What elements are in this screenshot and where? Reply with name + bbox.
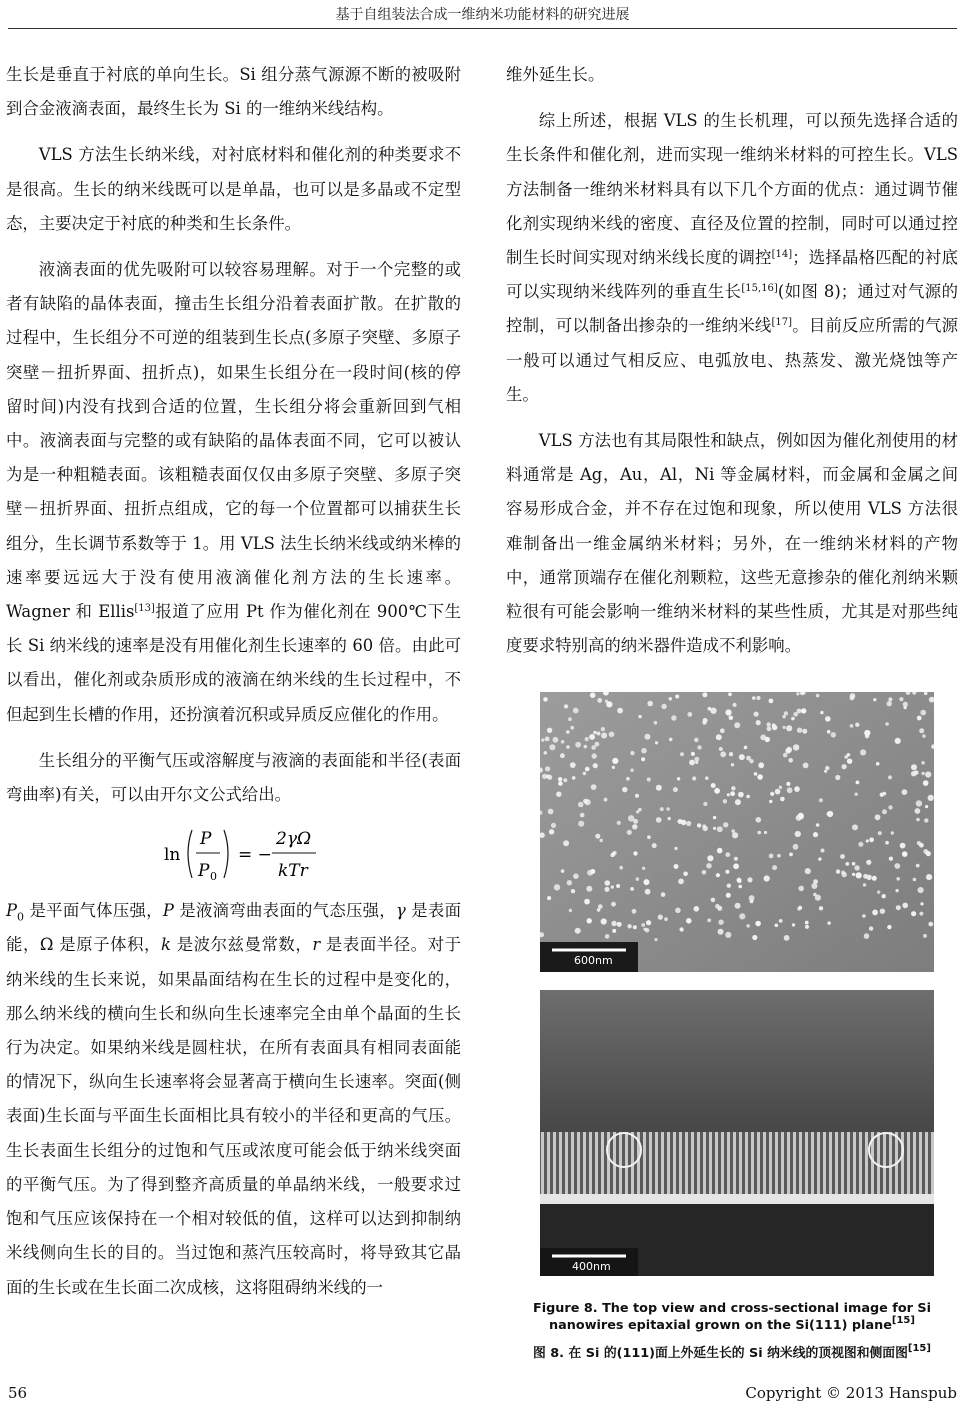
symbol-k: k xyxy=(160,935,171,955)
running-header: 基于自组装法合成一维纳米功能材料的研究进展 xyxy=(335,7,630,23)
formula-ln: ln xyxy=(164,845,181,866)
formula-den-left: P xyxy=(198,861,210,882)
figure-caption-zh-text: 图 8. 在 Si 的(111)面上外延生长的 Si 纳米线的顶视图和侧面图 xyxy=(533,1346,908,1361)
formula-den-sub: 0 xyxy=(210,870,217,884)
page-number: 56 xyxy=(8,1384,28,1402)
paragraph-5-text-e: 是表面半径。对于纳米线的生长来说，如果晶面结构在生长的过程中是变化的，那么纳米线的横向生长和纵向生长速率完全由单个晶面的生长行为决定。如果纳米线是圆柱状，在所有表面具有相同表面能的情况下，纵向生长速率将会显著高于横向生长速率。突面(侧表面)生长面与平面生长面相比具有较小的半径和更高的气压。生长表面生长组分的过饱和气压或浓度可能会低于纳米线突面的平衡气压。为了得到整齐高质量的单晶纳米线，一般要求过饱和气压应该保持在一个相对较低的值，这样可以达到抑制纳米线侧向生长的目的。当过饱和蒸汽压较高时，将导致其它晶面的生长或在生长面二次成核，这将阻碍纳米线的一 xyxy=(6,935,461,1297)
scale-bar-600nm: 600nm xyxy=(574,954,613,967)
right-column xyxy=(506,58,958,663)
formula-num-left: P xyxy=(200,829,212,850)
right-paragraph-3: VLS 方法也有其局限性和缺点，例如因为催化剂使用的材料通常是 Ag，Au，Al，Ni 等金属材料，而金属和金属之间容易形成合金，并不存在过饱和现象，所以使用 VLS 方法很难制备出一维金属纳米材料；另外，在一维纳米材料的产物中，通常顶端存在催化剂颗粒，这些无意掺杂的催化剂纳米颗粒很有可能会影响一维纳米材料的某些性质，尤其是对那些纯度要求特别高的纳米器件造成不利影响。 xyxy=(506,431,958,656)
paragraph-4: 生长组分的平衡气压或溶解度与液滴的表面能和半径(表面弯曲率)有关，可以由开尔文公式给出。 xyxy=(6,750,461,805)
caption-citation-15[interactable]: [15] xyxy=(891,1315,915,1326)
symbol-p: P xyxy=(162,901,174,921)
copyright-notice: Copyright © 2013 Hanspub xyxy=(745,1384,957,1402)
citation-15-16[interactable]: [15,16] xyxy=(741,283,778,295)
header-rule xyxy=(8,28,957,29)
paragraph-3-text-a: 液滴表面的优先吸附可以较容易理解。对于一个完整的或者有缺陷的晶体表面，撞击生长组分沿着表面扩散。在扩散的过程中，生长组分不可逆的组装到生长点(多原子突壁、多原子突壁－扭折界面、扭折点)，如果生长组分在一段时间(核的停留时间)内没有找到合适的位置，生长组分将会重新回到气相中。液滴表面与完整的或有缺陷的晶体表面不同，它可以被认为是一种粗糙表面。该粗糙表面仅仅由多原子突壁、多原子突壁－扭折界面、扭折点组成，它的每一个位置都可以捕获生长组分，生长调节系数等于 1。用 VLS 法生长纳米线或纳米棒的速率要远远大于没有使用液滴催化剂方法的生长速率。Wagner 和 Ellis xyxy=(6,260,461,622)
right-paragraph-2-text-d: 。目前反应所需的气源一般可以通过气相反应、电弧放电、热蒸发、激光烧蚀等产生。 xyxy=(506,316,959,404)
right-paragraph-2-text-c: (如图 8)；通过对气源的控制，可以制备出掺杂的一维纳米线 xyxy=(506,282,958,336)
paragraph-5-text-b: 是液滴弯曲表面的气态压强， xyxy=(173,901,396,921)
kelvin-equation xyxy=(6,812,461,894)
paragraph-2: VLS 方法生长纳米线，对衬底材料和催化剂的种类要求不是很高。生长的纳米线既可以是单晶，也可以是多晶或不定型态，主要决定于衬底的种类和生长条件。 xyxy=(6,145,461,233)
paragraph-5-text-a: 是平面气体压强， xyxy=(24,901,163,921)
figure-caption-zh xyxy=(506,1342,958,1361)
sem-cross-section-image xyxy=(540,990,934,1276)
citation-14[interactable]: [14] xyxy=(771,249,793,261)
left-column xyxy=(6,58,461,1305)
formula-num-right: 2γΩ xyxy=(276,829,312,850)
symbol-p0: P xyxy=(6,901,18,921)
formula-equals: = − xyxy=(238,845,272,866)
paragraph-5-text-c: 是表面能，Ω 是原子体积， xyxy=(6,901,461,955)
scale-bar-400nm: 400nm xyxy=(572,1260,611,1273)
paragraph-1: 生长是垂直于衬底的单向生长。Si 组分蒸气源源不断的被吸附到合金液滴表面，最终生长为 Si 的一维纳米线结构。 xyxy=(6,65,461,119)
right-paragraph-2-text-a: 综上所述，根据 VLS 的生长机理，可以预先选择合适的生长条件和催化剂，进而实现一维纳米材料的可控生长。VLS 方法制备一维纳米材料具有以下几个方面的优点：通过调节催化剂实现纳米线的密度、直径及位置的控制，同时可以通过控制生长时间实现对纳米线长度的调控 xyxy=(506,111,958,268)
right-paragraph-2 xyxy=(506,104,958,412)
paragraph-3-text-b: 报道了应用 Pt 作为催化剂在 900℃下生长 Si 纳米线的速率是没有用催化剂生长速率的 60 倍。由此可以看出，催化剂或杂质形成的液滴在纳米线的生长过程中，不但起到生长槽的作用，还扮演着沉积或异质反应催化的作用。 xyxy=(6,602,461,724)
right-paragraph-2-text-b: ；选择晶格匹配的衬底可以实现纳米线阵列的垂直生长 xyxy=(506,248,959,302)
formula-den-right: kTr xyxy=(278,861,308,882)
citation-17[interactable]: [17] xyxy=(771,317,793,329)
figure-caption-en xyxy=(506,1300,958,1334)
caption-zh-citation-15[interactable]: [15] xyxy=(907,1343,931,1354)
paragraph-3 xyxy=(6,253,461,732)
paragraph-5-text-d: 是波尔兹曼常数， xyxy=(170,935,313,955)
paragraph-5 xyxy=(6,894,461,1304)
symbol-p0-sub: 0 xyxy=(17,910,25,924)
symbol-r: r xyxy=(312,935,321,955)
sem-top-view-image xyxy=(540,692,934,972)
citation-13[interactable]: [13] xyxy=(134,603,155,615)
right-paragraph-1: 维外延生长。 xyxy=(506,65,605,84)
figure-caption-en-text: Figure 8. The top view and cross-sectional image for Si nanowires epitaxial grown on the Si(111) plane xyxy=(533,1301,931,1333)
symbol-gamma: γ xyxy=(395,901,406,921)
